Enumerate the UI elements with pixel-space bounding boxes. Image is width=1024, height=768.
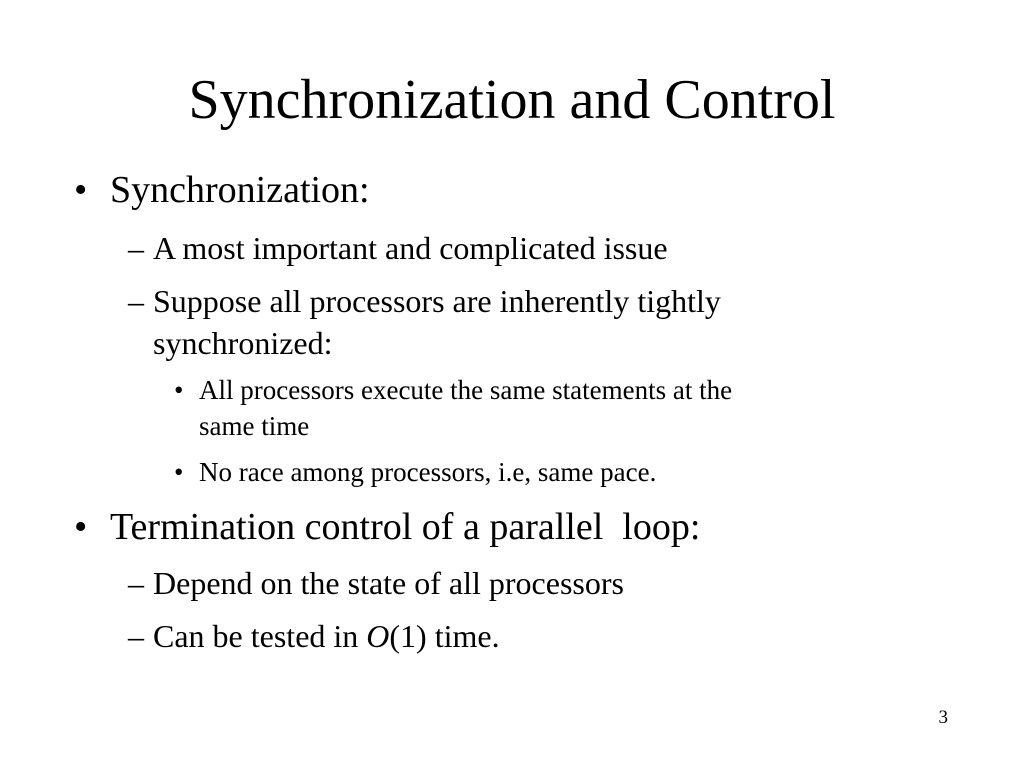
text-before-math: Can be tested in (153, 618, 367, 654)
subbullet-text-line1: Suppose all processors are inherently tightly (153, 283, 721, 319)
subsubbullet-same-statements (174, 373, 914, 407)
dash-icon: – (128, 230, 144, 266)
text-after-math: (1) time. (389, 618, 500, 654)
page-number: 3 (938, 707, 948, 728)
bullet-dot-icon: • (74, 169, 88, 211)
subbullet-tightly-synchronized-continuation (153, 324, 753, 362)
subbullet-text-line2: synchronized: (153, 325, 333, 361)
slide-title: Synchronization and Control (188, 69, 836, 131)
bullet-text: Synchronization: (110, 169, 370, 211)
subsubbullet-no-race (174, 455, 914, 489)
dash-icon: – (128, 565, 144, 601)
subbullet-tested-in-constant-time (128, 617, 848, 655)
subbullet-tightly-synchronized (128, 282, 888, 320)
subbullet-depend-on-state (128, 564, 848, 602)
dash-icon: – (128, 283, 144, 319)
subsubbullet-text-line2: same time (199, 411, 310, 441)
subbullet-text (153, 617, 500, 655)
subsubbullet-text-line1: All processors execute the same statements at the (199, 375, 733, 405)
bullet-synchronization (74, 168, 774, 212)
bullet-text: Termination control of a parallel loop: (110, 506, 701, 548)
subbullet-important-issue (128, 229, 848, 267)
bullet-dot-icon: • (174, 375, 184, 405)
big-o-symbol: O (366, 618, 390, 654)
bullet-dot-icon: • (174, 457, 184, 487)
subbullet-text: Depend on the state of all processors (153, 565, 624, 601)
subsubbullet-text: No race among processors, i.e, same pace. (199, 457, 657, 487)
dash-icon: – (128, 618, 144, 654)
subbullet-text: A most important and complicated issue (153, 230, 668, 266)
subsubbullet-same-statements-continuation (199, 409, 799, 443)
bullet-termination-control (74, 505, 874, 549)
bullet-dot-icon: • (74, 506, 88, 548)
